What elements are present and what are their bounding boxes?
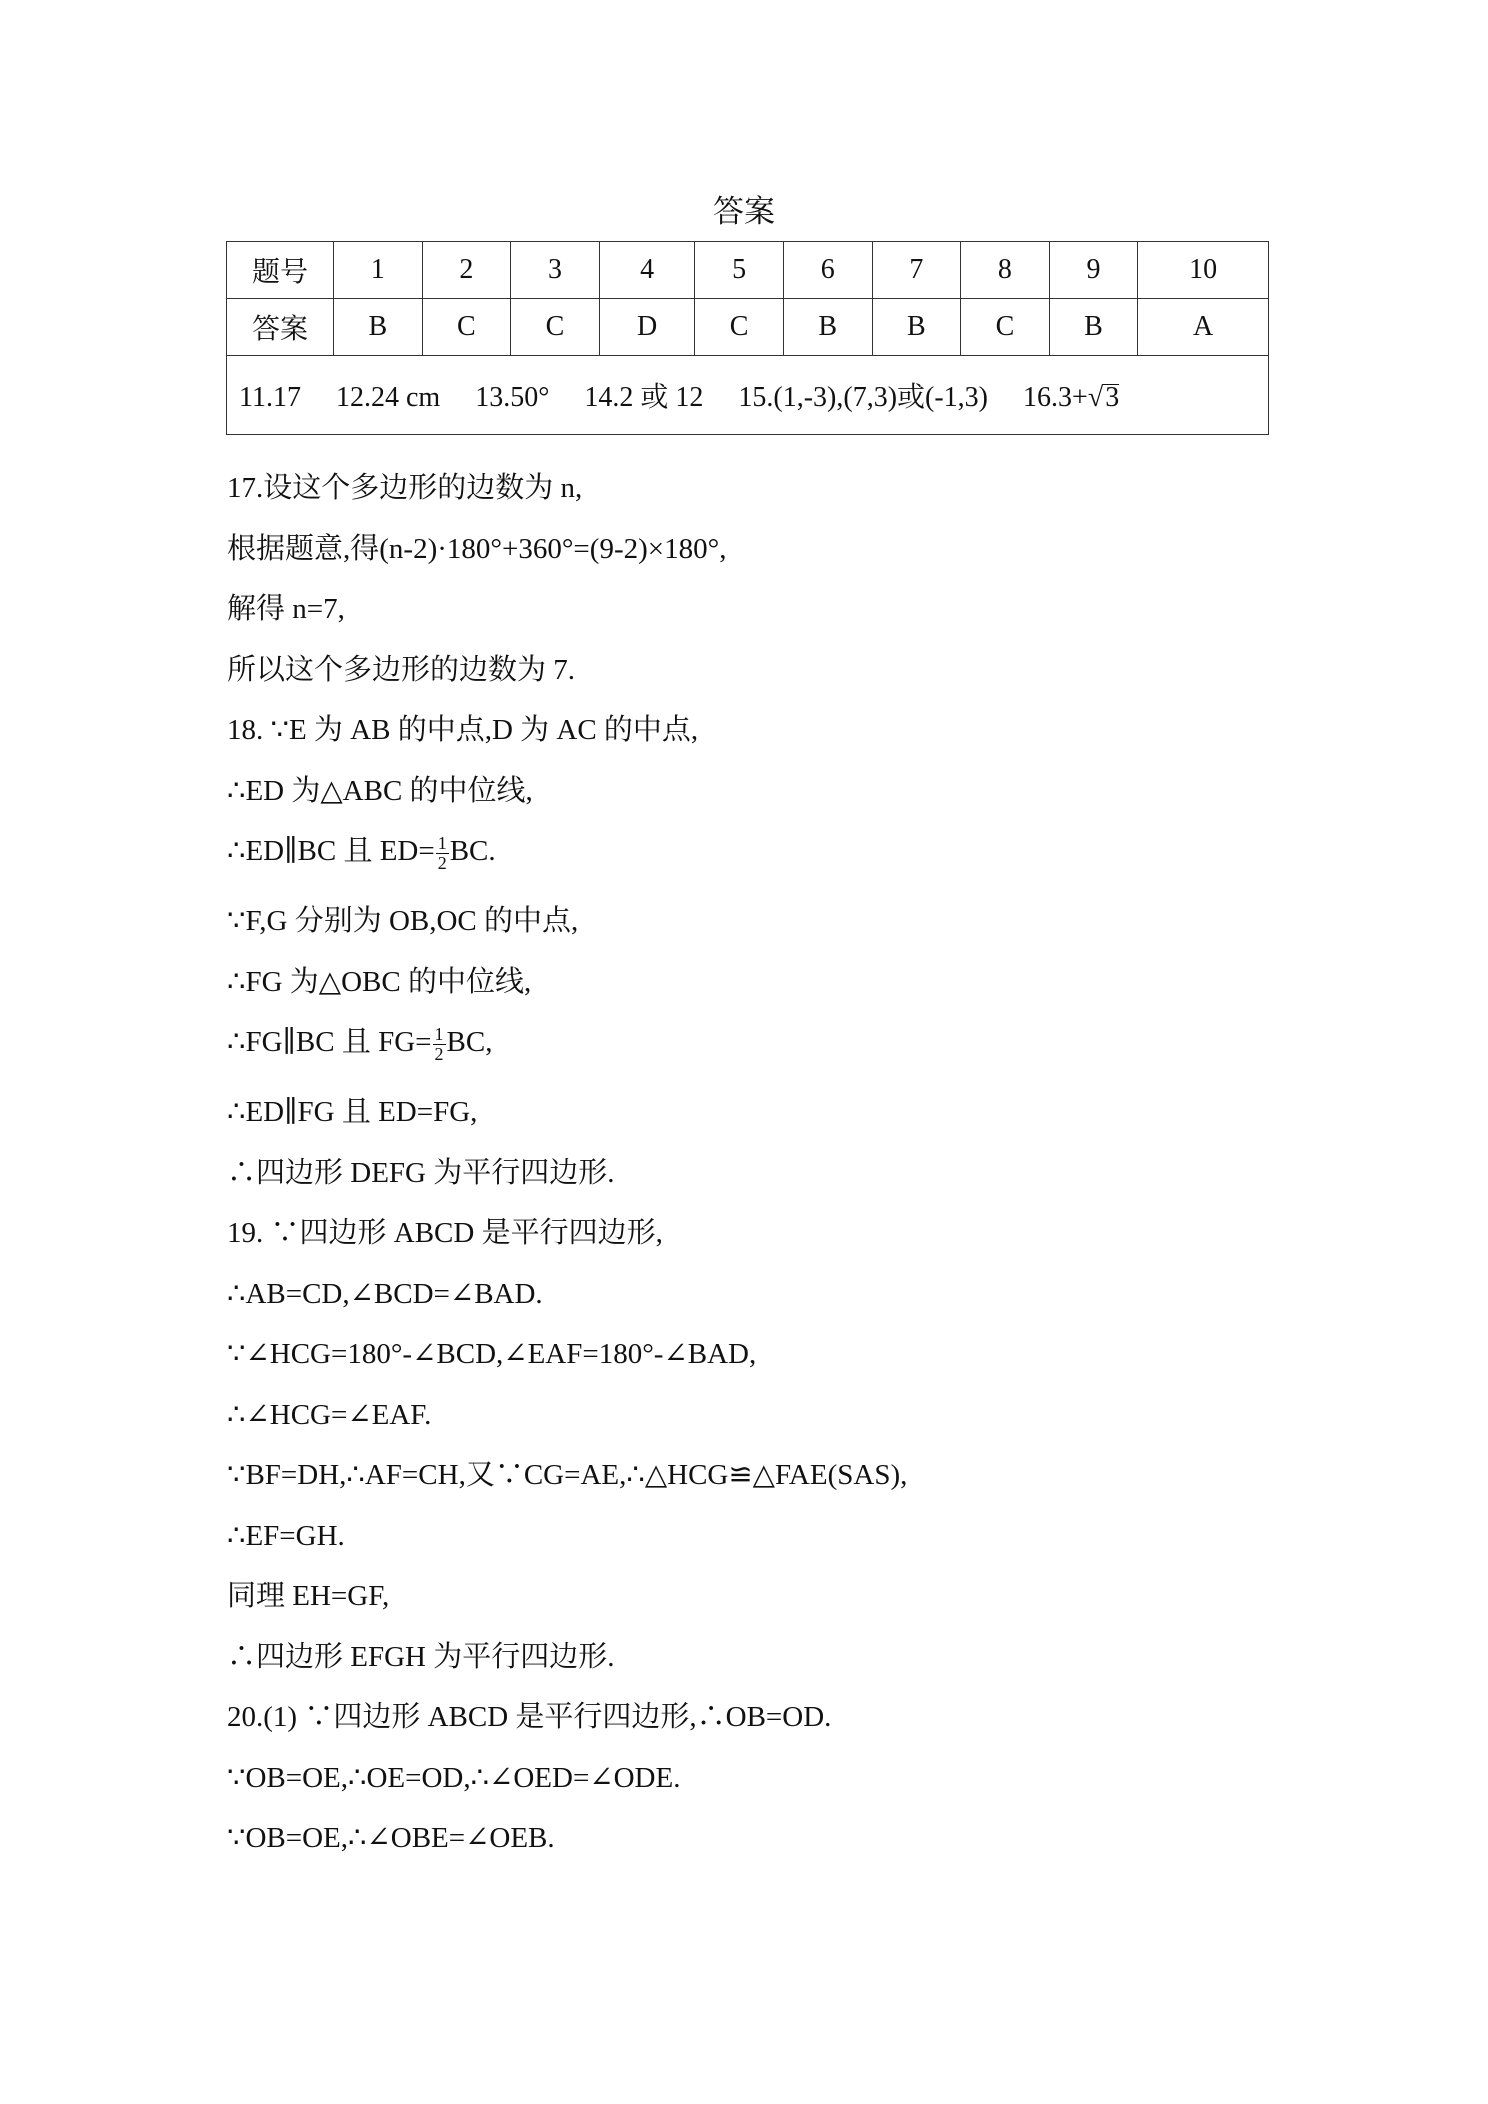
solution-line: ∵OB=OE,∴∠OBE=∠OEB.: [227, 1822, 555, 1854]
answer-cell: C: [961, 299, 1050, 356]
question-number-cell: 10: [1138, 242, 1269, 299]
question-number-cell: 6: [783, 242, 872, 299]
solution-line: 解得 n=7,: [227, 593, 345, 625]
solution-line: ∵F,G 分别为 OB,OC 的中点,: [227, 905, 579, 937]
fill-answer-16: 16.3+√3: [1023, 382, 1120, 413]
fill-answer: 12.24 cm: [335, 382, 441, 413]
solution-line: ∴EF=GH.: [227, 1519, 345, 1552]
solution-line: 同理 EH=GF,: [227, 1580, 390, 1612]
fill-in-answers-cell: [227, 356, 1269, 435]
solution-line-text: ∴ED∥BC 且 ED=: [227, 835, 435, 867]
page-title: 答案: [713, 194, 775, 229]
solution-line: ∴ED 为△ABC 的中位线,: [227, 774, 533, 807]
answer-cell: B: [1049, 299, 1138, 356]
question-number-cell: 4: [599, 242, 695, 299]
answer-cell: B: [872, 299, 961, 356]
question-number-cell: 9: [1049, 242, 1138, 299]
fill-answer: 15.(1,-3),(7,3)或(-1,3): [738, 382, 989, 413]
solution-lines: [227, 470, 907, 1881]
solution-line: 19. ∵四边形 ABCD 是平行四边形,: [227, 1217, 663, 1249]
question-number-cell: 8: [961, 242, 1050, 299]
fraction: [433, 1025, 446, 1064]
question-number-cell: 7: [872, 242, 961, 299]
fill-answer: 13.50°: [475, 382, 550, 413]
fill-answer: 11.17: [239, 382, 301, 413]
solution-line-tail: BC,: [446, 1026, 493, 1058]
solution-line: 20.(1) ∵四边形 ABCD 是平行四边形,∴OB=OD.: [227, 1701, 832, 1733]
table-header-cell: 题号: [227, 242, 334, 299]
fraction-denominator: 2: [434, 1043, 444, 1064]
solution-line: ∵OB=OE,∴OE=OD,∴∠OED=∠ODE.: [227, 1761, 681, 1794]
fill-answer: 14.2 或 12: [584, 382, 704, 413]
answer-cell: C: [511, 299, 600, 356]
solution-line-fraction: [227, 833, 907, 903]
solution-line-tail: BC.: [449, 835, 496, 867]
answer-cell: C: [422, 299, 511, 356]
solution-line: ∵∠HCG=180°-∠BCD,∠EAF=180°-∠BAD,: [227, 1338, 757, 1370]
solution-line: ∴四边形 EFGH 为平行四边形.: [227, 1640, 615, 1673]
answer-cell: A: [1138, 299, 1269, 356]
solution-line: ∴ED∥FG 且 ED=FG,: [227, 1096, 478, 1128]
solution-line: ∴AB=CD,∠BCD=∠BAD.: [227, 1277, 543, 1310]
solution-line: ∴∠HCG=∠EAF.: [227, 1398, 432, 1431]
fill-answer-16-prefix: 16.3+: [1023, 382, 1088, 413]
solution-line-fraction: [227, 1024, 907, 1094]
answer-cell: B: [783, 299, 872, 356]
solution-line-text: ∴FG∥BC 且 FG=: [227, 1026, 432, 1058]
solution-line: 所以这个多边形的边数为 7.: [227, 653, 576, 686]
solution-line: 18. ∵E 为 AB 的中点,D 为 AC 的中点,: [227, 714, 699, 746]
fraction-numerator: 1: [434, 1023, 444, 1044]
question-number-cell: 5: [695, 242, 784, 299]
table-header-cell: 答案: [227, 299, 334, 356]
answer-cell: D: [599, 299, 695, 356]
answer-table: [226, 241, 1269, 435]
answer-cell: C: [695, 299, 784, 356]
question-number-cell: 3: [511, 242, 600, 299]
solution-line: ∴四边形 DEFG 为平行四边形.: [227, 1156, 615, 1189]
fraction-numerator: 1: [437, 832, 447, 853]
solution-line: ∵BF=DH,∴AF=CH,又∵CG=AE,∴△HCG≌△FAE(SAS),: [227, 1459, 908, 1491]
table-row: [227, 299, 1269, 356]
question-number-cell: 1: [334, 242, 423, 299]
sqrt-radicand: 3: [1105, 382, 1120, 413]
fraction-denominator: 2: [437, 852, 447, 873]
question-number-cell: 2: [422, 242, 511, 299]
solution-line: 根据题意,得(n-2)·180°+360°=(9-2)×180°,: [227, 532, 727, 565]
table-row: [227, 242, 1269, 299]
solution-line: ∴FG 为△OBC 的中位线,: [227, 965, 532, 998]
answer-cell: B: [334, 299, 423, 356]
solution-line: 17.设这个多边形的边数为 n,: [227, 472, 583, 504]
table-row: [227, 356, 1269, 435]
fraction: [436, 834, 449, 873]
